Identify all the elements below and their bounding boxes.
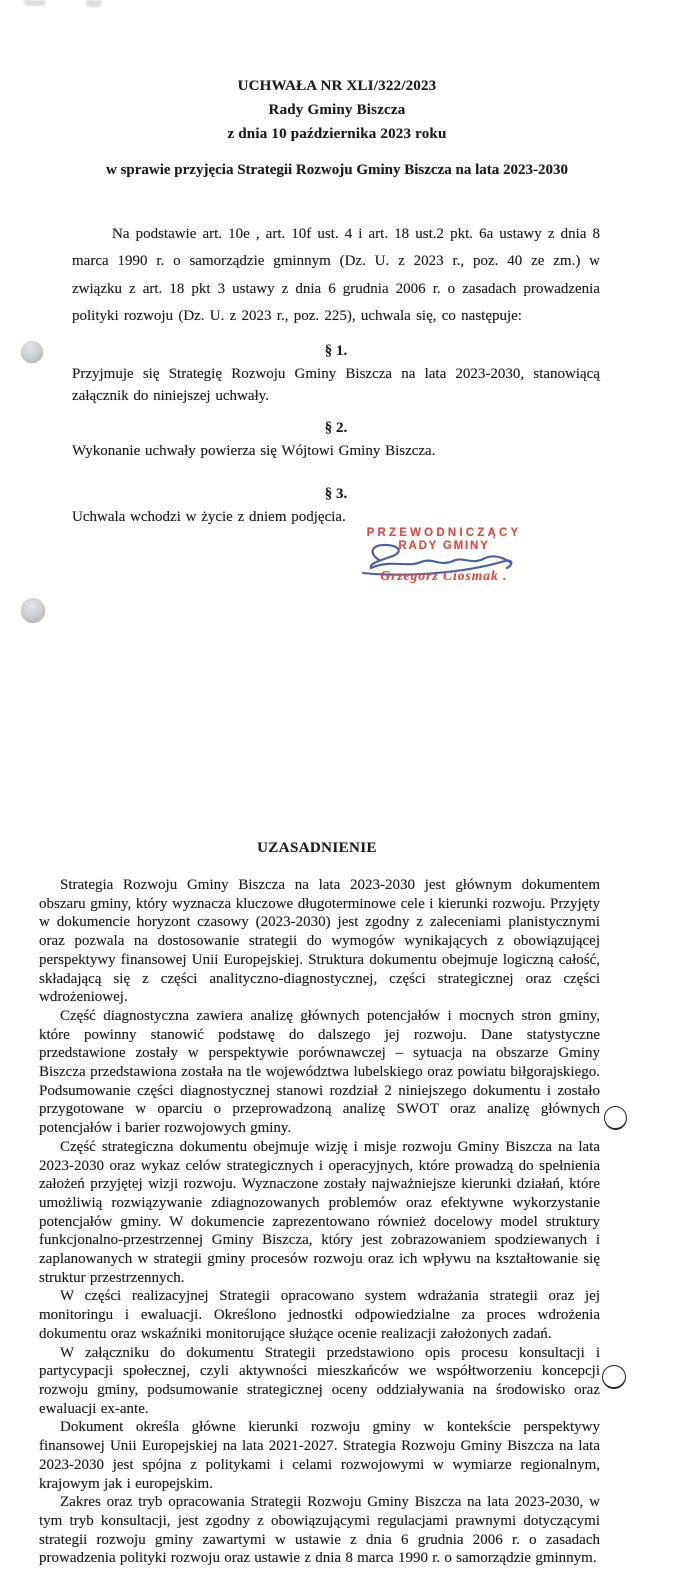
justification-body [39,876,600,1568]
justification-paragraph: Część strategiczna dokumentu obejmuje wizję i misje rozwoju Gminy Biszcza na lata 2023-2030 oraz wykaz celów strategicznych i operacyjnych, które prowadzą do spełnienia założeń przyjętej wizji rozwoju. Wyznaczone zostały najważniejsze kierunki działań, które umożliwią rozwiązywanie zdiagnozowanych problemów oraz efektywne wykorzystanie potencjałów gminy. W dokumencie zaprezentowano również docelowy model struktury funkcjonalno-przestrzennej Gminy Biszcza, który jest zobrazowaniem spodziewanych i zaplanowanych w strategii gminy procesów rozwoju oraz ich wpływu na kształtowanie się struktur przestrzennych. [39,1138,600,1286]
section-1 [72,343,600,407]
hole-punch-mark [21,341,43,362]
section-1-text: Przyjmuje się Strategię Rozwoju Gminy Biszcza na lata 2023-2030, stanowiącą załącznik do niniejszej uchwały. [72,366,600,404]
scan-smudge [86,0,102,7]
section-1-number: § 1. [324,343,348,359]
chairman-stamp [363,527,525,589]
resolution-header [7,74,667,181]
council-name: Rady Gminy Biszcza [268,102,406,118]
scan-smudge [24,0,46,6]
section-2-text: Wykonanie uchwały powierza się Wójtowi Gminy Biszcza. [72,443,436,459]
section-2-number: § 2. [324,420,348,436]
justification-paragraph: W części realizacyjnej Strategii opracowano system wdrażania strategii oraz jej monitoringu i ewaluacji. Określono jednostki odpowiedzialne za proces wdrożenia dokumentu oraz wskaźniki monitorujące służące ocenie realizacji założonych zadań. [39,1288,600,1342]
stamp-signer-name: Grzegorz Ciosmak . [380,568,508,583]
justification-heading: UZASADNIENIE [257,840,377,856]
section-3 [72,486,600,528]
justification-paragraph: W załączniku do dokumentu Strategii przedstawiono opis procesu konsultacji i partycypacji społecznej, czyli aktywności mieszkańców we współtworzeniu koncepcji rozwoju gminy, podsumowanie strategicznej oceny oddziaływania na środowisko oraz ewaluacji ex-ante. [39,1344,600,1417]
justification-paragraph: Zakres oraz tryb opracowania Strategii Rozwoju Gminy Biszcza na lata 2023-2030, w tym tryb konsultacji, jest zgodny z obowiązującymi regulacjami prawnymi dotyczącymi strategii rozwoju gminy zawartymi w ustawie z dnia 6 grudnia 2006 r. o zasadach prowadzenia polityki rozwoju oraz ustawie z dnia 8 marca 1990 r. o samorządzie gminnym. [39,1494,600,1567]
section-3-number: § 3. [324,486,348,502]
legal-basis-paragraph: Na podstawie art. 10e , art. 10f ust. 4 i art. 18 ust.2 pkt. 6a ustawy z dnia 8 marca 1990 r. o samorządzie gminnym (Dz. U. z 2023 r., poz. 40 ze zm.) w związku z art. 18 pkt 3 ustawy z dnia 6 grudnia 2006 r. o zasadach prowadzenia polityki rozwoju (Dz. U. z 2023 r., poz. 225), uchwala się, co następuje: [72,226,600,325]
hole-punch-mark [21,598,45,622]
resolution-date: z dnia 10 października 2023 roku [227,126,447,142]
section-3-text: Uchwala wchodzi w życie z dniem podjęcia. [72,509,346,525]
justification-paragraph: Dokument określa główne kierunki rozwoju gminy w kontekście perspektywy finansowej Unii Europejskiej na lata 2021-2027. Strategia Rozwoju Gminy Biszcza na lata 2023-2030 jest spójna z politykami i celami rozwojowymi w wymiarze regionalnym, krajowym jak i europejskim. [39,1419,600,1492]
stamp-role-line1: PRZEWODNICZĄCY [366,527,522,539]
resolution-subject: w sprawie przyjęcia Strategii Rozwoju Gminy Biszcza na lata 2023-2030 [105,162,568,178]
resolution-number: UCHWAŁA NR XLI/322/2023 [237,78,437,94]
justification-paragraph: Strategia Rozwoju Gminy Biszcza na lata 2023-2030 jest głównym dokumentem obszaru gminy, który wyznacza kluczowe długoterminowe cele i kierunki rozwoju. Przyjęty w dokumencie horyzont czasowy (2023-2030) jest zgodny z zaleceniami planistycznymi oraz pozwala na dostosowanie strategii do wymogów wynikających z obowiązującej perspektywy finansowej Unii Europejskiej. Struktura dokumentu obejmuje logiczną całość, składającą się z części analityczno-diagnostycznej, części strategicznej oraz części wdrożeniowej. [39,877,600,1006]
justification-paragraph: Część diagnostyczna zawiera analizę głównych potencjałów i mocnych stron gminy, które powinny stanowić podstawę do dalszego jej rozwoju. Dane statystyczne przedstawione zostały w perspektywie porównawczej – sytuacja na obszarze Gminy Biszcza przedstawiona została na tle województwa lubelskiego oraz powiatu biłgorajskiego. Podsumowanie części diagnostycznej stanowi rozdział 2 niniejszego dokumentu i zostało przygotowane w oparciu o przeprowadzoną analizę SWOT oraz analizę głównych potencjałów i barier rozwojowych gminy. [39,1007,600,1137]
hole-punch-mark [600,1363,627,1390]
stamp-role-line2: RADY GMINY [398,540,490,552]
hole-punch-mark [602,1105,628,1132]
section-2 [72,420,600,462]
